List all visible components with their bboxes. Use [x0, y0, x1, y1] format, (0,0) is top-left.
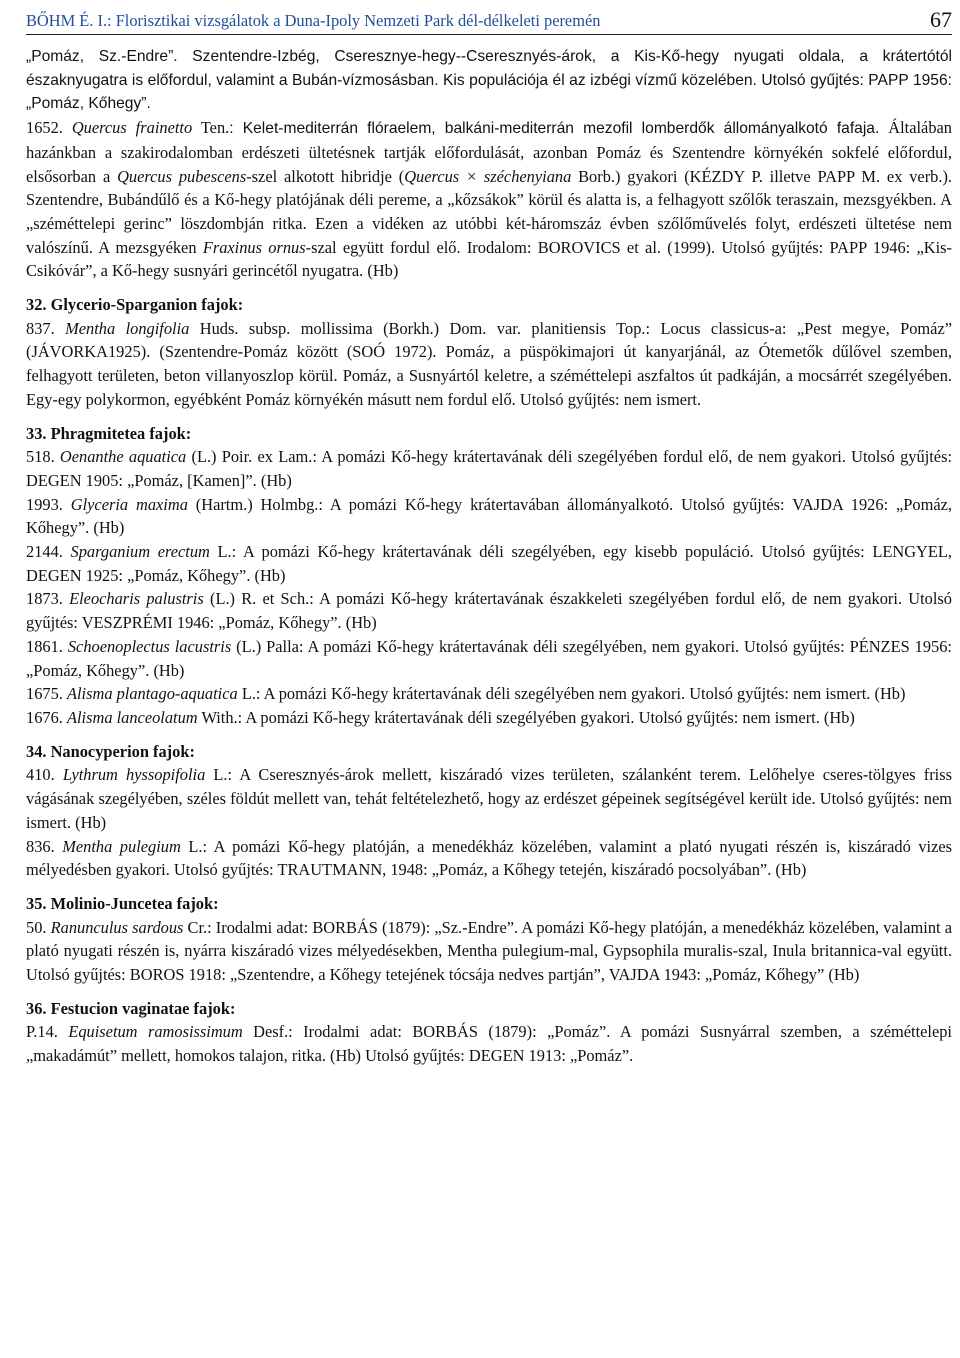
entry-number: 1861. [26, 636, 68, 656]
species-entry [26, 540, 952, 587]
entry-number: P.14. [26, 1022, 69, 1042]
section-heading: 33. Phragmitetea fajok: [26, 423, 192, 443]
species-name: Ranunculus sardous [50, 917, 184, 937]
species-entry [26, 1020, 952, 1067]
species-ref: Fraxinus ornus [202, 237, 306, 257]
section-heading: 34. Nanocyperion fajok: [26, 741, 195, 761]
species-name: Eleocharis palustris [69, 589, 204, 609]
species-entry [26, 635, 952, 682]
section-heading: 35. Molinio-Juncetea fajok: [26, 893, 219, 913]
entry-number: 836. [26, 836, 63, 856]
species-entry [26, 493, 952, 540]
entry-number: 1652. [26, 118, 63, 138]
entry-text-cont: -szal együtt fordul elő. Irodalom: BOROVICS et al. (1999). Utolsó gyűjtés: PAPP 1946: „Kis-Csikóvár”, a Kő-hegy susnyári gerincétől nyugatra. (Hb) [26, 237, 952, 281]
entry-text: : Kelet-mediterrán flóraelem, balkáni-mediterrán mezofil lomberdők állományalkotó fafaja. [229, 120, 880, 138]
species-entry [26, 445, 952, 492]
species-name: Glyceria maxima [70, 494, 188, 514]
entry-text: L.: A pomázi Kő-hegy krátertavának déli szegélyében nem gyakori. Utolsó gyűjtés: nem ismert. (Hb) [237, 684, 906, 704]
species-name: Sparganium erectum [70, 542, 210, 562]
species-entry [26, 682, 952, 706]
entry-text-cont: Általában hazánkban a szakirodalomban erdészeti ültetésnek tartják előfordulását, azonban Pomáz és Szentendre környékén sokfelé előfordul, elsősorban a [26, 118, 952, 186]
entry-number: 518. [26, 447, 60, 467]
intro-paragraph: „Pomáz, Sz.-Endre”. Szentendre-Izbég, Cseresznye-hegy--Cseresznyés-árok, a Kis-Kő-hegy nyugati oldala, a krátertótól északnyugatra is előfordul, valamint a Bubán-vízmosásban. Kis populációja él az izbégi vízmű közelében. Utolsó gyűjtés: PAPP 1956: „Pomáz, Kőhegy”. [26, 48, 952, 113]
entry-text: Desf.: Irodalmi adat: BORBÁS (1879): „Pomáz”. A pomázi Susnyárral szemben, a széméttelepi „makadámút” mellett, homokos talajon, ritka. (Hb) Utolsó gyűjtés: DEGEN 1913: „Pomáz”. [26, 1022, 952, 1066]
entry-number: 1993. [26, 494, 71, 514]
entry-text-cont: Borb.) gyakori (KÉZDY P. illetve PAPP M. ex verb.). Szentendre, Bubándűlő és a Kő-hegy platójának déli pereme, a „kőzsákok” körül és alatta is, a felhagyott szőlők teraszain, mezsgyékben. A „széméttelepi gerinc” löszdombján ritka. Ezen a vidéken az utóbbi két-háromszáz évben szőlőművelés folyt, erdészeti ültetése nem valószínű. A mezsgyéken [26, 166, 953, 257]
quercus-frainetto-entry [26, 116, 952, 283]
species-entry [26, 763, 952, 834]
entry-text: Huds. subsp. mollissima (Borkh.) Dom. var. planitiensis Top.: Locus classicus-a: „Pest megye, Pomáz” (JÁVORKA1925). (Szentendre-Pomáz között (SOÓ 1972). Pomáz, a püspökimajori út kanyarjánál, az Ótemetők dűlővel szemben, felhagyott területen, beton villanyoszlop körül. Pomáz, a Susnyártól keletre, a széméttelepi aszfaltos út padkáján, a mocsárrét szegélyében. Egy-egy polykormon, egyébként Pomáz környékén másutt nem fordul elő. Utolsó gyűjtés: nem ismert. [26, 318, 952, 409]
page-number: 67 [930, 7, 952, 32]
section-heading: 32. Glycerio-Sparganion fajok: [26, 295, 244, 315]
running-header [26, 4, 952, 35]
entry-number: 1873. [26, 589, 70, 609]
species-name: Oenanthe aquatica [59, 447, 187, 467]
section-heading: 36. Festucion vaginatae fajok: [26, 998, 236, 1018]
entry-number: 2144. [26, 542, 71, 562]
species-name: Alisma lanceolatum [66, 707, 198, 727]
species-ref: Quercus × széchenyiana [404, 166, 572, 186]
entry-text: (Hartm.) Holmbg.: A pomázi Kő-hegy krátertavában állományalkotó. Utolsó gyűjtés: VAJDA 1926: „Pomáz, Kőhegy”. (Hb) [26, 494, 952, 538]
entry-number: 50. [26, 917, 51, 937]
entry-text: L.: A pomázi Kő-hegy krátertavának déli szegélyében, egy kisebb populáció. Utolsó gyűjtés: LENGYEL, DEGEN 1925: „Pomáz, Kőhegy”. (Hb) [26, 542, 952, 585]
species-name: Schoenoplectus lacustris [67, 636, 232, 656]
species-name: Equisetum ramosissimum [68, 1022, 243, 1042]
entry-text: Cr.: Irodalmi adat: BORBÁS (1879): „Sz.-Endre”. A pomázi Kő-hegy platóján, a menedékház közelében, valamint a plató nyugati részén is, nyárra kiszáradó vizes mélyedésekben, Mentha pulegium-mal, Gypsophila muralis-szal, Inula britannica-val együtt. Utolsó gyűjtés: BOROS 1918: „Szentendre, a Kőhegy tetejének tócsája nedves partján”, VAJDA 1943: „Pomáz, Kőhegy” (Hb) [26, 917, 952, 985]
entry-text: (L.) Palla: A pomázi Kő-hegy krátertavának déli szegélyében, nem gyakori. Utolsó gyűjtés: PÉNZES 1956: „Pomáz, Kőhegy”. (Hb) [26, 636, 952, 680]
species-entry [26, 706, 952, 730]
entry-text: L.: A pomázi Kő-hegy platóján, a menedékház közelében, valamint a plató nyugati részén is, kiszáradó vizes mélyedésben gyakori. Utolsó gyűjtés: TRAUTMANN, 1948: „Pomáz, a Kőhegy tetején, kiszáradó pocsolyában”. (Hb) [26, 836, 953, 880]
entry-text: With.: A pomázi Kő-hegy krátertavának déli szegélyében gyakori. Utolsó gyűjtés: nem ismert. (Hb) [197, 707, 855, 727]
species-name: Lythrum hyssopifolia [62, 765, 206, 785]
entry-text-cont: -szel alkotott hibridje ( [246, 166, 405, 186]
species-entry [26, 317, 952, 412]
entry-number: 410. [26, 765, 63, 785]
species-entry [26, 587, 952, 634]
entry-text: (L.) Poir. ex Lam.: A pomázi Kő-hegy krátertavának déli szegélyében fordul elő, de nem gyakori. Utolsó gyűjtés: DEGEN 1905: „Pomáz, [Kamen]”. (Hb) [26, 447, 953, 490]
entry-number: 1675. [26, 684, 67, 704]
sections-container [26, 293, 952, 1068]
species-name: Mentha longifolia [65, 318, 190, 338]
species-name: Quercus frainetto [71, 118, 193, 138]
species-ref: Quercus pubescens [117, 166, 247, 186]
species-author: Ten. [200, 118, 230, 138]
entry-number: 1676. [26, 707, 67, 727]
entry-number: 837. [26, 318, 66, 338]
running-title: BŐHM É. I.: Florisztikai vizsgálatok a Duna-Ipoly Nemzeti Park dél-délkeleti peremén [26, 11, 601, 30]
entry-text: (L.) R. et Sch.: A pomázi Kő-hegy krátertavának északkeleti szegélyében fordul elő, de nem gyakori. Utolsó gyűjtés: VESZPRÉMI 1946: „Pomáz, Kőhegy”. (Hb) [26, 589, 952, 633]
document-page [26, 4, 952, 1068]
entry-text: L.: A Cseresznyés-árok mellett, kiszáradó vizes területen, szálanként terem. Lelőhelye cseres-tölgyes friss vágásának szegélyében, széles földút mellett van, tehát feltételezhető, hogy az erdészet gépeinek segítségével került ide. Utolsó gyűjtés: nem ismert. (Hb) [26, 765, 952, 832]
species-entry [26, 916, 952, 987]
species-entry [26, 835, 952, 882]
species-name: Alisma plantago-aquatica [66, 684, 238, 704]
species-name: Mentha pulegium [62, 836, 181, 856]
